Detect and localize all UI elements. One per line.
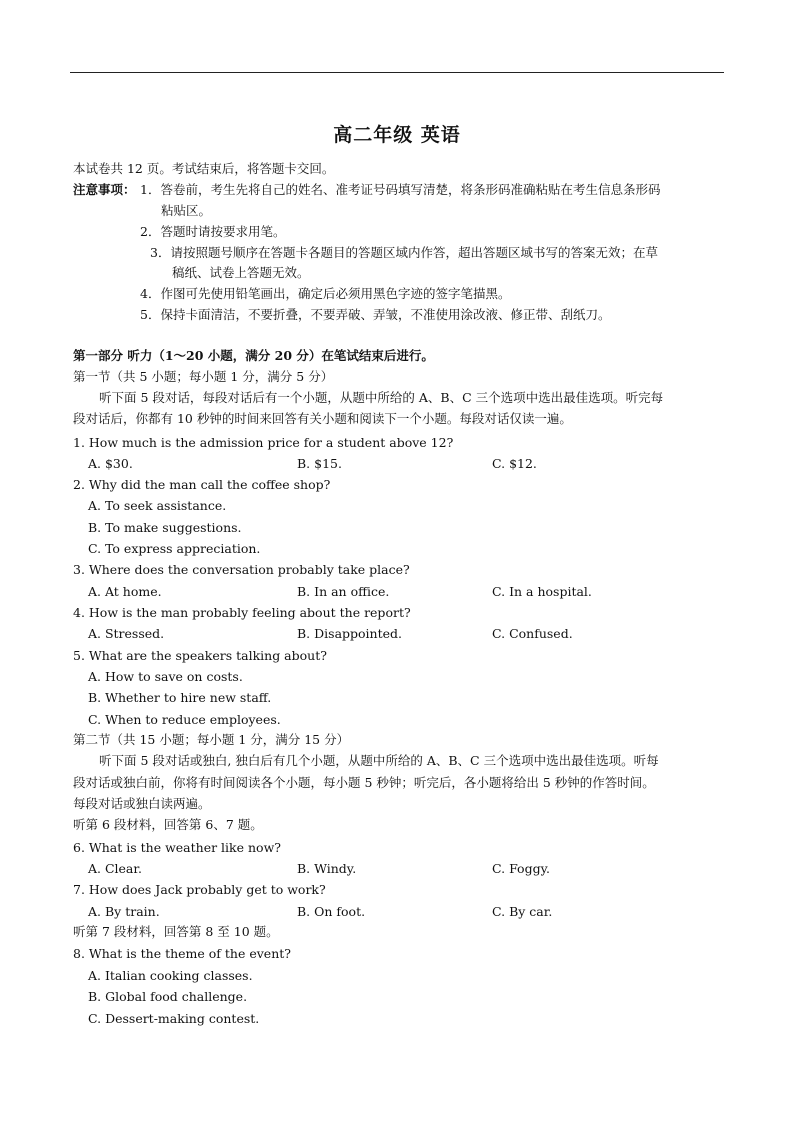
- q5-option-b: B. Whether to hire new staff.: [88, 690, 272, 705]
- question-2: 2. Why did the man call the coffee shop?: [73, 477, 331, 492]
- question-6: 6. What is the weather like now?: [73, 840, 281, 855]
- notice-item-3: 3．请按照题号顺序在答题卡各题目的答题区域内作答，超出答题区域书写的答案无效；在草: [150, 245, 658, 260]
- q1-option-c: C. $12.: [492, 456, 537, 471]
- q7-option-c: C. By car.: [492, 904, 553, 919]
- notice-item-3-cont: 稿纸、试卷上答题无效。: [172, 265, 310, 280]
- section1-heading: 第一节（共 5 小题；每小题 1 分，满分 5 分）: [73, 369, 334, 384]
- part1-heading: 第一部分 听力（1～20 小题，满分 20 分）在笔试结束后进行。: [73, 348, 434, 363]
- page-title: 高二年级 英语: [333, 124, 461, 146]
- section1-instructions-1: 听下面 5 段对话，每段对话后有一个小题，从题中所给的 A、B、C 三个选项中选出最佳选项。听完每: [99, 390, 664, 405]
- q8-option-b: B. Global food challenge.: [88, 989, 248, 1004]
- question-1: 1. How much is the admission price for a student above 12?: [73, 435, 454, 450]
- q4-option-c: C. Confused.: [492, 626, 573, 641]
- question-7: 7. How does Jack probably get to work?: [73, 882, 326, 897]
- q5-option-a: A. How to save on costs.: [88, 669, 243, 684]
- question-4: 4. How is the man probably feeling about the report?: [73, 605, 411, 620]
- notice-item-1-cont: 粘贴区。: [161, 203, 212, 218]
- notice-item-5: 5．保持卡面清洁，不要折叠，不要弄破、弄皱，不准使用涂改液、修正带、刮纸刀。: [140, 307, 611, 322]
- section2-instructions-3: 每段对话或独白读两遍。: [73, 796, 211, 811]
- q6-option-b: B. Windy.: [297, 861, 357, 876]
- question-8: 8. What is the theme of the event?: [73, 946, 291, 961]
- intro-text: 本试卷共 12 页。考试结束后，将答题卡交回。: [73, 161, 335, 176]
- q8-option-c: C. Dessert-making contest.: [88, 1011, 260, 1026]
- material-7-note: 听第 7 段材料，回答第 8 至 10 题。: [73, 924, 279, 939]
- q2-option-b: B. To make suggestions.: [88, 520, 242, 535]
- q8-option-a: A. Italian cooking classes.: [88, 968, 253, 983]
- notice-item-4: 4．作图可先使用铅笔画出，确定后必须用黑色字迹的签字笔描黑。: [140, 286, 511, 301]
- section1-instructions-2: 段对话后，你都有 10 秒钟的时间来回答有关小题和阅读下一个小题。每段对话仅读一遍。: [73, 411, 572, 426]
- q1-option-a: A. $30.: [88, 456, 133, 471]
- q2-option-c: C. To express appreciation.: [88, 541, 261, 556]
- header-rule: [70, 72, 724, 73]
- notice-item-2: 2．答题时请按要求用笔。: [140, 224, 286, 239]
- notice-label: 注意事项：: [73, 182, 136, 197]
- q1-option-b: B. $15.: [297, 456, 342, 471]
- question-3: 3. Where does the conversation probably take place?: [73, 562, 410, 577]
- section2-instructions-2: 段对话或独白前，你将有时间阅读各个小题，每小题 5 秒钟；听完后，各小题将给出 5 秒钟的作答时间。: [73, 775, 655, 790]
- q4-option-a: A. Stressed.: [88, 626, 165, 641]
- notice-item-1: 1．答卷前，考生先将自己的姓名、准考证号码填写清楚，将条形码准确粘贴在考生信息条形码: [140, 182, 661, 197]
- q4-option-b: B. Disappointed.: [297, 626, 402, 641]
- q6-option-a: A. Clear.: [88, 861, 142, 876]
- q5-option-c: C. When to reduce employees.: [88, 712, 281, 727]
- question-5: 5. What are the speakers talking about?: [73, 648, 327, 663]
- q2-option-a: A. To seek assistance.: [88, 498, 227, 513]
- q7-option-b: B. On foot.: [297, 904, 366, 919]
- q6-option-c: C. Foggy.: [492, 861, 550, 876]
- q7-option-a: A. By train.: [88, 904, 160, 919]
- material-6-note: 听第 6 段材料，回答第 6、7 题。: [73, 817, 263, 832]
- q3-option-c: C. In a hospital.: [492, 584, 592, 599]
- q3-option-b: B. In an office.: [297, 584, 390, 599]
- q3-option-a: A. At home.: [88, 584, 162, 599]
- section2-heading: 第二节（共 15 小题；每小题 1 分，满分 15 分）: [73, 732, 350, 747]
- section2-instructions-1: 听下面 5 段对话或独白, 独白后有几个小题，从题中所给的 A、B、C 三个选项中选出最佳选项。听每: [99, 753, 659, 768]
